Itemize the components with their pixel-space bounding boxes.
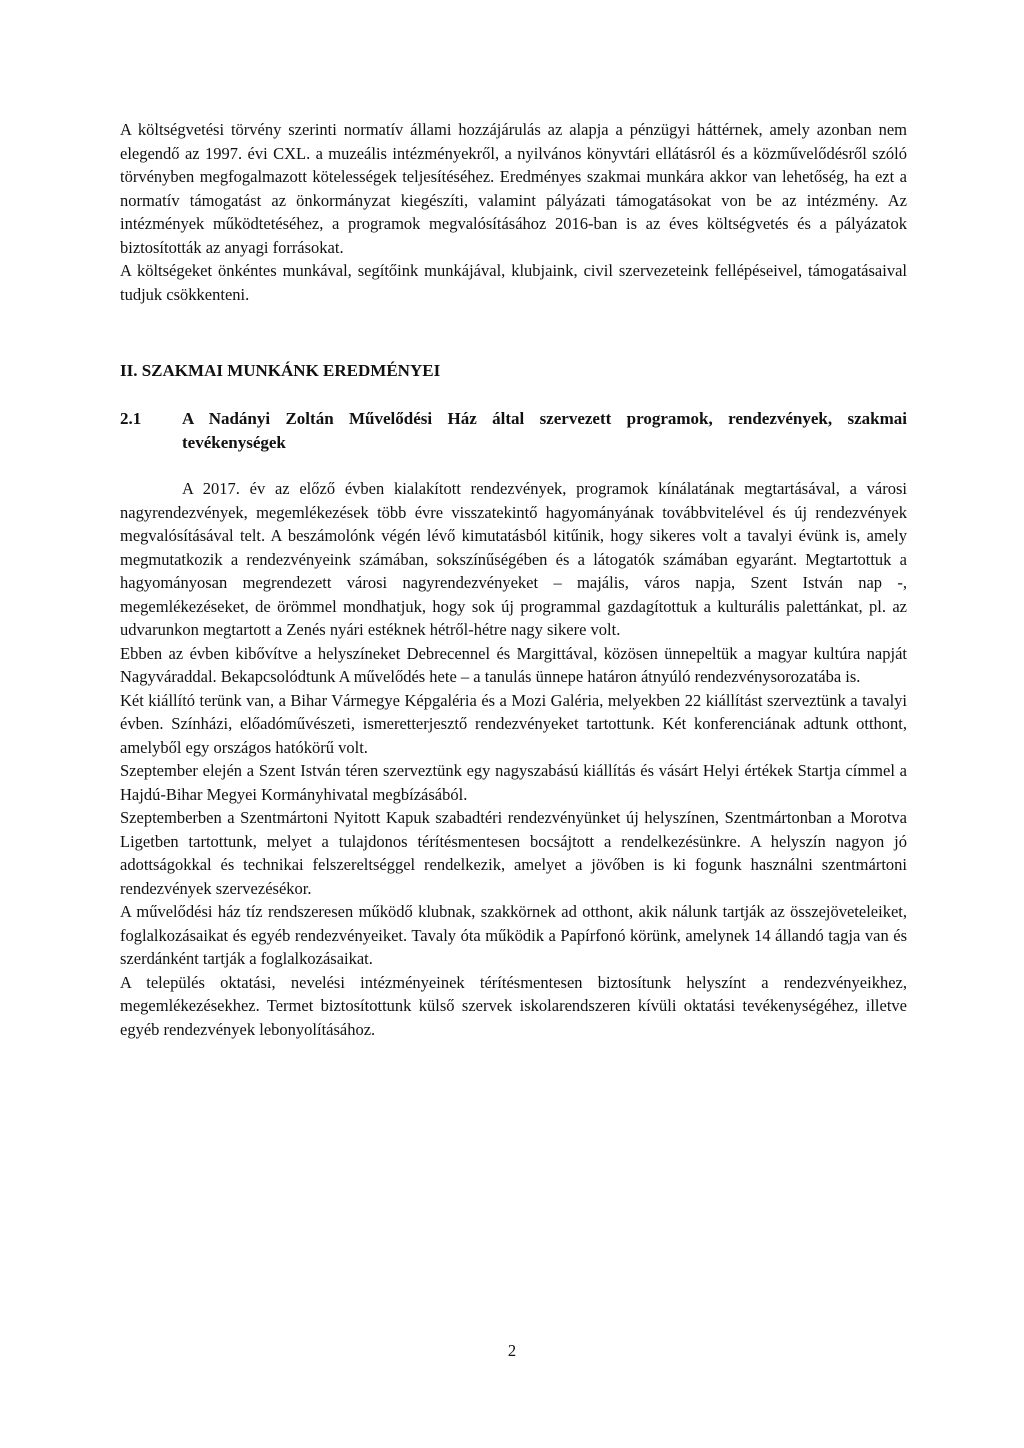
section-title: II. SZAKMAI MUNKÁNK EREDMÉNYEI (120, 361, 441, 380)
intro-paragraph-2: A költségeket önkéntes munkával, segítőink munkájával, klubjaink, civil szervezeteink fellépéseivel, támogatásaival tudjuk csökkenteni. (120, 261, 907, 304)
page-number: 2 (507, 1341, 517, 1360)
body-paragraph-3: Két kiállító terünk van, a Bihar Vármegye Képgaléria és a Mozi Galéria, melyekben 22 kiállítást szerveztünk a tavalyi évben. Színházi, előadóművészeti, ismeretterjesztő rendezvényeket tartottunk. Két konferenciának adtunk otthont, amelyből egy országos hatókörű volt. (120, 690, 907, 757)
subsection-heading (120, 407, 907, 454)
body-paragraph-6: A művelődési ház tíz rendszeresen működő klubnak, szakkörnek ad otthont, akik nálunk tartják az összejöveteleiket, foglalkozásaikat és egyéb rendezvényeiket. Tavaly óta működik a Papírfonó körünk, amelynek 14 állandó tagja van és szerdánként tartják a foglalkozásaikat. (120, 902, 907, 968)
intro-paragraph-1: A költségvetési törvény szerinti normatív állami hozzájárulás az alapja a pénzügyi háttérnek, amely azonban nem elegendő az 1997. évi CXL. a muzeális intézményekről, a nyilvános könyvtári ellátásról és a közművelődésről szóló törvényben megfogalmazott kötelességek teljesítéséhez. Eredményes szakmai munkára akkor van lehetőség, ha ezt a normatív támogatást az önkormányzat kiegészíti, valamint pályázati támogatásokat von be az intézmény. Az intézmények működtetéséhez, a programok megvalósításához 2016-ban is az éves költségvetés és a pályázatok biztosították az anyagi forrásokat. (120, 120, 907, 257)
body-block (120, 477, 907, 1041)
body-paragraph-4: Szeptember elején a Szent István téren szerveztünk egy nagyszabású kiállítás és vásárt Helyi értékek Startja címmel a Hajdú-Bihar Megyei Kormányhivatal megbízásából. (120, 761, 907, 804)
document-page (120, 118, 907, 1041)
subsection-title: A Nadányi Zoltán Művelődési Ház által szervezett programok, rendezvények, szakmai tevékenységek (182, 409, 907, 452)
intro-block (120, 118, 907, 306)
body-paragraph-7: A település oktatási, nevelési intézményeinek térítésmentesen biztosítunk helyszínt a rendezvényeikhez, megemlékezésekhez. Termet biztosítottunk külső szervek iskolarendszeren kívüli oktatási tevékenységéhez, illetve egyéb rendezvények lebonyolításához. (120, 972, 907, 1039)
subsection-number: 2.1 (120, 409, 142, 428)
body-paragraph-1: A 2017. év az előző évben kialakított rendezvények, programok kínálatának megtartásával, a városi nagyrendezvények, megemlékezések több évre visszatekintő hagyományának továbbvitelével és új rendezvények megvalósításával telt. A beszámolónk végén lévő kimutatásból kitűnik, hogy sikeres volt a tavalyi évünk is, amely megmutatkozik a rendezvényeink számában, sokszínűségében és a látogatók számában egyaránt. Megtartottuk a hagyományosan megrendezett városi nagyrendezvényeket – majális, város napja, Szent István nap -, megemlékezéseket, de örömmel mondhatjuk, hogy sok új programmal gazdagítottuk a kulturális palettánkat, pl. az udvarunkon megtartott a Zenés nyári estéknek hétről-hétre nagy sikere volt. (120, 479, 907, 639)
body-paragraph-5: Szeptemberben a Szentmártoni Nyitott Kapuk szabadtéri rendezvényünket új helyszínen, Szentmártonban a Morotva Ligetben tartottunk, melyet a tulajdonos térítésmentesen bocsájtott a rendelkezésünkre. A helyszín nagyon jó adottságokkal és technikai felszereltséggel rendelkezik, amelyet a jövőben is ki fogunk használni szentmártoni rendezvények szervezésékor. (120, 808, 907, 898)
body-paragraph-2: Ebben az évben kibővítve a helyszíneket Debrecennel és Margittával, közösen ünnepeltük a magyar kultúra napját Nagyváraddal. Bekapcsolódtunk A művelődés hete – a tanulás ünnepe határon átnyúló rendezvénysorozatába is. (120, 643, 907, 686)
